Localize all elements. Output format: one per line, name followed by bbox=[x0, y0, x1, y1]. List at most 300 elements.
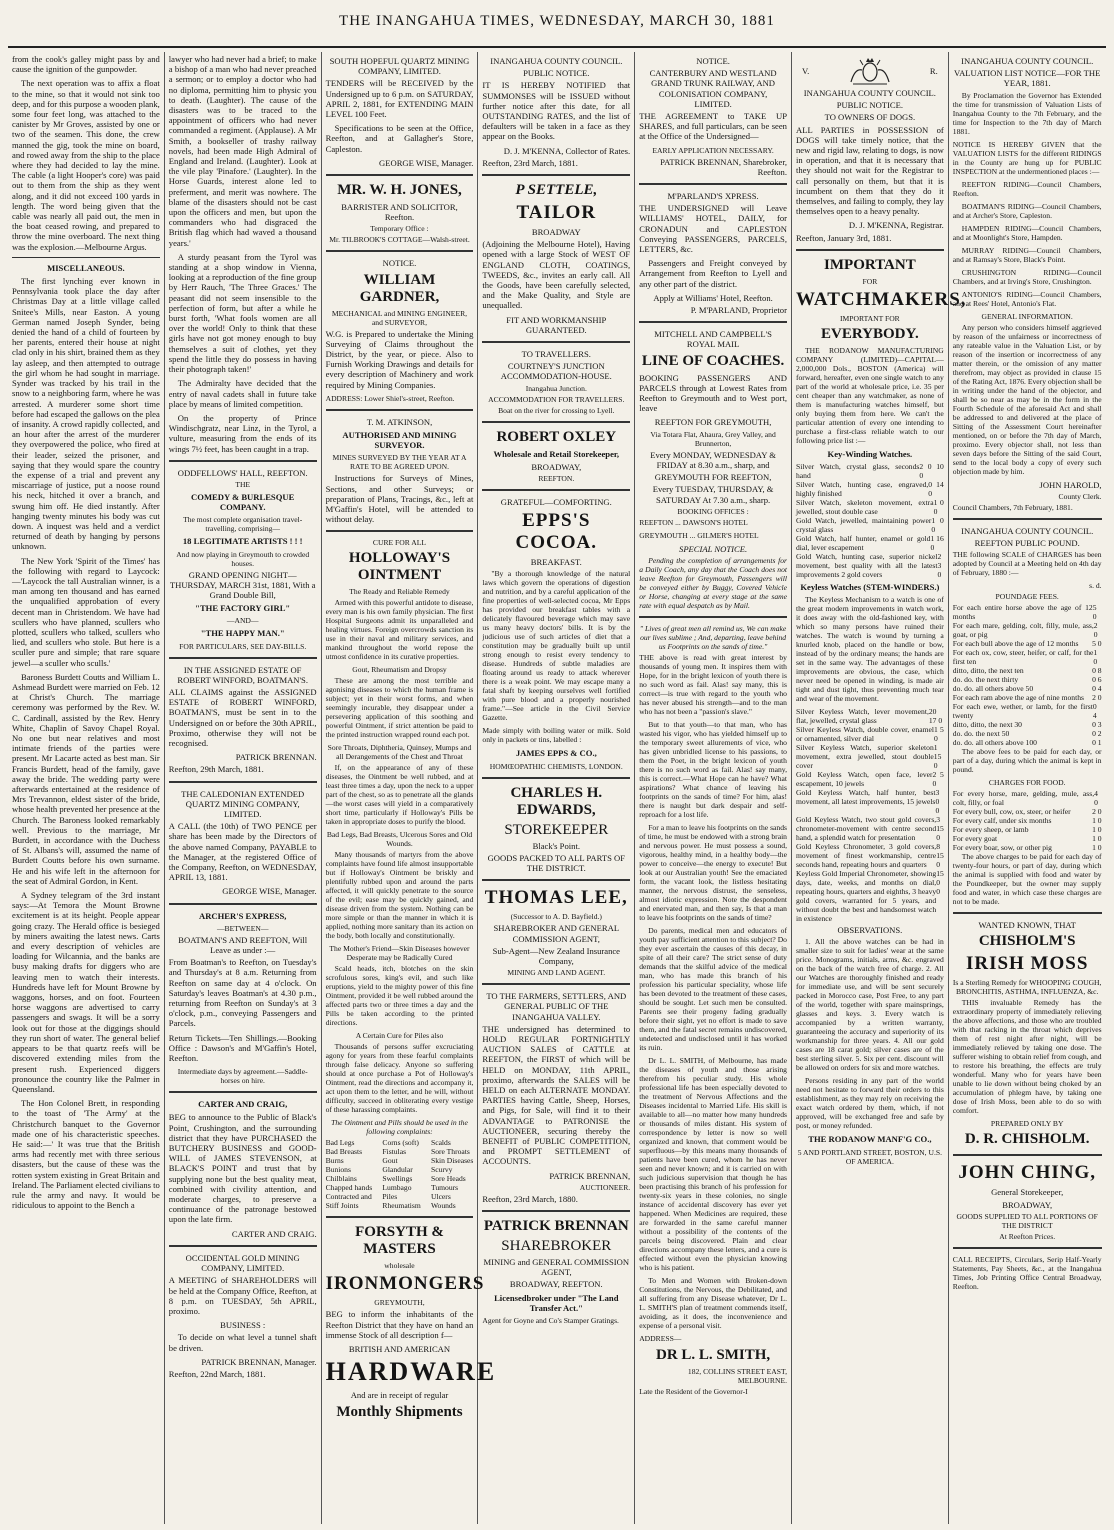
ad-heading: Keyless Watches (STEM-WINDERS.) bbox=[800, 582, 940, 593]
fee-value: 0 2 bbox=[1092, 729, 1102, 739]
ad-heading: D. R. CHISHOLM. bbox=[964, 1131, 1090, 1148]
price-value: 1 5 0 bbox=[933, 725, 944, 744]
ad-heading: T. M. ATKINSON, bbox=[366, 416, 433, 427]
ad-text: The Keyless Mechanism to a watch is one of the great modern improvements in watch work, it does away with the old-fashioned key, with which so many persons have ruined their watches. The watch is wound by turning a knurled knob, placed on the handle or bow, instead of by the ordinary means; the hands are set in the same way. The advantages of these improvements are obvious, the case, which never need be opened in winding, is made air tight and dust tight, thus preventing much tear and wear of the movement. bbox=[795, 595, 944, 704]
ad-heading: TO OWNERS OF DOGS. bbox=[824, 112, 916, 123]
ad-heading: PUBLIC NOTICE. bbox=[836, 100, 904, 111]
riding-item: CRUSHINGTON RIDING—Council Chambers, and at Irving's Store, Crushington. bbox=[952, 267, 1102, 286]
ad-heading: Monthly Shipments bbox=[336, 1403, 463, 1420]
ad-heading: M'PARLAND'S XPRESS. bbox=[667, 191, 759, 202]
ad-text: To decide on what level a tunnel shaft be driven. bbox=[168, 1332, 317, 1353]
ad-heading: WATCHMAKERS, bbox=[795, 288, 967, 310]
column-4 bbox=[478, 52, 635, 1524]
ad-signature: PATRICK BRENNAN, Manager. bbox=[201, 1356, 317, 1367]
key-winding-price-list bbox=[796, 462, 944, 579]
ad-heading: FORSYTH & MASTERS bbox=[355, 1224, 444, 1258]
ad-subheading: CHARGES FOR FOOD. bbox=[988, 778, 1066, 788]
ad-text: REEFTON ... DAWSON'S HOTEL bbox=[639, 517, 748, 527]
ad-text: Agent for Goyne and Co's Stamper Gratings. bbox=[482, 1315, 619, 1325]
ad-text: County Clerk. bbox=[1058, 491, 1102, 501]
price-row bbox=[796, 725, 944, 743]
price-value: 20 17 0 bbox=[928, 707, 943, 726]
complaint: Chilblains bbox=[325, 1174, 357, 1184]
fee-value: 0 4 bbox=[1092, 702, 1097, 721]
ad-text: CURE FOR ALL bbox=[372, 538, 427, 548]
ad-text: Return Tickets—Ten Shillings.—Booking Office : Dawson's and M'Gaffin's Hotel, Reefton. bbox=[168, 1032, 317, 1064]
price-value: 3 0 0 bbox=[935, 788, 940, 816]
price-value: 0 14 0 bbox=[928, 480, 944, 499]
ad-subheading: POUNDAGE FEES. bbox=[995, 592, 1059, 602]
divider bbox=[482, 489, 630, 491]
fee-item: For each entire horse above the age of 12 months bbox=[952, 603, 1093, 622]
price-row bbox=[796, 869, 944, 923]
price-item: Gold Keyless Chronometer, 3 gold covers, movement of finest workmanship, centre seconds hand, repeating hours and quarters bbox=[795, 842, 937, 870]
fee-item: For every sheep, or lamb bbox=[952, 825, 1029, 835]
ad-subheading: Sore Throats, Diphtheria, Quinsey, Mumps and all Derangements of the Chest and Throat bbox=[327, 743, 472, 762]
column-5 bbox=[635, 52, 792, 1524]
price-item: Gold Keyless Watch, open face, lever escapement, 10 jewels bbox=[795, 770, 933, 789]
divider bbox=[482, 777, 630, 779]
ad-text: For a man to leave his footprints on the sands of time, he must be endowed with a strong brain and nervous power. He must possess a sound, vigorous, healthy mind, in a healthy body—the power to conceive—the energy to execute! But look at our Australian youth! See the emaciated form, the vacant look, the listless hesitating manner, the nervous distrust, the senseless, almost idiotic expression. Note the despondent and enervated man, and then say, Is that a man to leave his footprints on the sands of time? bbox=[639, 822, 787, 922]
divider bbox=[482, 879, 630, 881]
ad-text: And are in receipt of regular bbox=[350, 1390, 449, 1401]
ad-text: The Ready and Reliable Remedy bbox=[349, 587, 450, 597]
ad-text: Made simply with boiling water or milk. Sold only in packets or tins, labelled : bbox=[482, 726, 631, 745]
ad-heading: WANTED KNOWN, THAT bbox=[978, 920, 1076, 931]
fee-value: 1 0 bbox=[1093, 648, 1098, 667]
ad-text: GREYMOUTH FOR REEFTON, bbox=[654, 472, 772, 483]
ad-text: (Adjoining the Melbourne Hotel), Having opened with a large Stock of WEST OF ENGLAND CLOTH, COATINGS, TWEEDS, &c., invites an early call. All the Goods, have been carefully selected, and the Make Quality, and Style are unequalled. bbox=[482, 239, 631, 311]
ad-text: Thousands of persons suffer excruciating agony for years from these fearful complaints through false delicacy. Anyone so suffering should at once purchase a Pot of Holloway's Ointment, read the directions and accompany it, act upon them to the letter, and he will, without difficulty, succeed in obliterating every vestige of these harassing complaints. bbox=[325, 1042, 474, 1115]
article-text: Baroness Burdett Coutts and William L. Ashmead Burdett were married on Feb. 12 at Christ's Church. The marriage ceremony was performed by the Rev. W. C. Cardinall, assisted by the Rev. Henry White, Chaplin of Savoy Chapel Royal. No one but near relatives and most intimate friends of the parties were present. Mr Lacarte acted as best man. Sir Francis Burdett, head of the family, gave away the bride. The wedding party were afterwards entertained at the residence of Mrs Trevannon, eldest sister of the bride, whose health prevented her presence at the Church. The Baroness looked remarkably well. Previous to the marriage, Mr Burdett, in accordance with the Duchess of St. Albans's will, assumed the name of Burdett Coutts before his own surname. He and his wife left in the afternoon for the seat of Admiral Gordon, in Kent. bbox=[12, 671, 160, 886]
divider bbox=[169, 657, 317, 659]
complaint: Ulcers bbox=[430, 1192, 451, 1202]
ad-text: GRATEFUL—COMFORTING. bbox=[500, 497, 612, 508]
price-row bbox=[796, 842, 944, 869]
price-row bbox=[796, 788, 944, 815]
price-row bbox=[796, 516, 944, 534]
ad-heading: NOTICE. bbox=[382, 258, 417, 269]
fee-item: For every goat bbox=[952, 834, 998, 844]
ad-date: Reefton, January 3rd, 1881. bbox=[795, 232, 892, 243]
complaints-col bbox=[326, 1138, 373, 1210]
ad-heading: ODDFELLOWS' HALL, REEFTON. bbox=[177, 467, 308, 478]
divider bbox=[326, 250, 474, 252]
price-row bbox=[796, 498, 944, 516]
fee-item: do. do. all others above 50 bbox=[952, 684, 1034, 694]
keyless-price-list bbox=[796, 707, 944, 923]
price-value: 1 15 0 bbox=[933, 743, 942, 771]
fee-row bbox=[953, 621, 1102, 639]
ad-text: HOMŒOPATHIC CHEMISTS, LONDON. bbox=[489, 761, 623, 771]
fee-item: For each ox, cow, steer, heifer, or calf, for the first ten bbox=[952, 648, 1094, 667]
ad-text: MINES SURVEYED BY THE YEAR AT A RATE TO BE AGREED UPON. bbox=[332, 453, 467, 472]
ad-heading: COURTNEY'S JUNCTION ACCOMMODATION-HOUSE. bbox=[500, 361, 612, 382]
complaint: Tumours bbox=[430, 1183, 459, 1193]
article-text: On the property of Prince Windischgratz, near Linz, in the Tyrol, a vulture, measuring from the ends of its wings 7½ feet, has been caught in a trap. bbox=[168, 412, 317, 454]
ad-text: THE UNDERSIGNED will Leave WILLIAMS' HOTEL, DAILY, for CRONADUN and CAPLESTON Conveying PASSENGERS, PARCELS, LETTERS, &c. bbox=[639, 203, 787, 255]
ad-text: (Successor to A. D. Bayfield.) bbox=[510, 912, 602, 922]
ad-text: —BETWEEN— bbox=[216, 923, 269, 933]
fee-row bbox=[953, 825, 1102, 834]
ad-signature: GEORGE WISE, Manager. bbox=[222, 886, 317, 897]
ad-text: IMPORTANT FOR bbox=[839, 313, 900, 323]
fee-item: For every calf, under six months bbox=[952, 816, 1052, 826]
price-value: 3 15 0 bbox=[936, 815, 944, 843]
complaints-table bbox=[326, 1138, 474, 1210]
ad-text: Inangahua Junction. bbox=[525, 383, 587, 393]
price-item: Silver Watch, skeleton movement, extra jewelled, stout double case bbox=[795, 498, 934, 517]
fee-item: ditto, ditto, the next ten bbox=[952, 666, 1024, 676]
ad-text: These are among the most terrible and agonising diseases to which the human frame is subject; yet in their worst forms, and when seemingly incurable, they disappear under a persevering application of this soothing and powerful Ointment, if strict attention be paid to the printed instruction wrapped round each pot. bbox=[325, 676, 474, 740]
ad-heading: WILLIAM GARDNER, bbox=[359, 271, 440, 305]
price-row bbox=[796, 815, 944, 842]
fee-value: 1 0 bbox=[1092, 825, 1102, 835]
fee-row bbox=[953, 807, 1102, 816]
ad-heading: IRONMONGERS bbox=[325, 1273, 485, 1295]
royal-coat-of-arms-icon bbox=[847, 56, 893, 86]
ad-text: IT IS HEREBY NOTIFIED that SUMMONSES will be ISSUED without further notice after this date, for all OUTSTANDING RATES, and the list of defaulters will be taken in a face as they appear on the Books. bbox=[482, 80, 631, 142]
ad-text: Via Totara Flat, Ahaura, Grey Valley, and Brunnerton, bbox=[650, 429, 776, 448]
divider bbox=[953, 1154, 1102, 1156]
ad-heading: EPPS'S COCOA. bbox=[515, 510, 598, 554]
ad-text: FOR bbox=[862, 276, 878, 286]
fee-row bbox=[953, 648, 1102, 666]
ad-text: The Ointment and Pills should be used in the following complaints: bbox=[331, 1118, 468, 1137]
fee-value: 4 0 bbox=[1094, 789, 1098, 808]
price-row bbox=[796, 480, 944, 498]
divider bbox=[12, 257, 160, 258]
fee-row bbox=[953, 684, 1102, 693]
ad-text: GOODS PACKED TO ALL PARTS OF THE DISTRICT. bbox=[487, 852, 625, 874]
ad-text: BOOKING PASSENGERS AND PARCELS through at Lowest Rates from Reefton to Greymouth and to West port, leave bbox=[639, 372, 787, 414]
ad-heading: INANGAHUA COUNTY COUNCIL. bbox=[490, 56, 623, 66]
ad-heading: OCCIDENTAL GOLD MINING COMPANY, LIMITED. bbox=[185, 1252, 300, 1274]
ad-heading: AUTHORISED AND MINING SURVEYOR. bbox=[342, 430, 457, 451]
ad-heading: 18 LEGITIMATE ARTISTS ! ! ! bbox=[182, 536, 303, 547]
ad-text: A MEETING of SHAREHOLDERS will be held at the Company Office, Reefton, at 8 p.m. on TUESDAY, 5th APRIL, proximo. bbox=[168, 1275, 317, 1316]
ad-heading: DR L. L. SMITH, bbox=[655, 1346, 771, 1363]
fee-value: 0 6 bbox=[1092, 675, 1102, 685]
ad-heading: ARCHER'S EXPRESS, bbox=[199, 910, 287, 921]
divider bbox=[953, 912, 1102, 914]
complaint: Contracted and bbox=[325, 1192, 372, 1202]
fee-row bbox=[953, 834, 1102, 843]
column-6 bbox=[792, 52, 967, 1524]
article-text: The first lynching ever known in Pennsylvania took place the day after Christmas Day at a little village called Snitee's Mills, near Easton. A young German named Joseph Synder, being denied the hand of a child of fourteen by her parents, entered their house at night clad only in his shirt, brained them as they lay asleep, and then attempted to outrage the girl whom he had sought in marriage. Synder was tracked by his trail in the snow to a neighboring farm, where he was arrested. A murderer some short time before had escaped the gallows on the plea of insanity. A crowd rapidly collected, and an hour after the arrest of the murderer they overpowered the police, who fired at their leader, seized the prisoner, and saying that they would spare the country the expense of a trial and prevent any miscarriage of justice, put a noose round his neck, hitched it over a branch, and swung him off. He died instantly. After hanging twenty minutes his body was cut down. A inquest was held and a verdict returned of death by hanging by persons unknown. bbox=[12, 276, 160, 552]
ad-heading: TO THE FARMERS, SETTLERS, AND GENERAL PUBLIC OF THE INANGAHUA VALLEY. bbox=[486, 991, 627, 1022]
fee-value: 0 3 bbox=[1092, 720, 1102, 730]
ad-text: Mr. TILBROOK'S COTTAGE—Walsh-street. bbox=[329, 235, 470, 245]
ad-text: Intermediate days by agreement.—Saddle-horses on hire. bbox=[177, 1067, 308, 1086]
complaints-col bbox=[382, 1138, 420, 1210]
fee-item: For every bull, cow, ox, steer, or heifer bbox=[952, 807, 1071, 817]
ad-text: The most complete organisation travel-travelling, comprising— bbox=[183, 515, 303, 534]
ad-text: The above fees to be paid for each day, or part of a day, during which the animal is kept in pound. bbox=[952, 747, 1102, 775]
fee-item: For each ewe, wether, or lamb, for the first twenty bbox=[952, 702, 1093, 721]
column-3 bbox=[322, 52, 497, 1524]
divider bbox=[169, 1091, 317, 1093]
ad-text: General Storekeeper, bbox=[991, 1187, 1064, 1198]
riding-item: BOATMAN'S RIDING—Council Chambers, and at Archer's Store, Capleston. bbox=[952, 201, 1102, 220]
price-item: Gold Keyless Watch, half hunter, best movement, all latest improvements, 15 jewels bbox=[795, 788, 936, 807]
ad-text: GREYMOUTH, bbox=[374, 1298, 425, 1308]
ad-text: Many thousands of martyrs from the above complaints have found life almost insupportable but if Holloway's Ointment be briskly and plentifully rubbed upon and around the parts affected, it will quickly penetrate to the source of the evil; ease may be quickly gained, and disease driven from the system. Nothing can be more simple or than the manner in which it is applied, nothing more sanitary than its action on the body, both locally and constitutionally. bbox=[325, 850, 474, 941]
article-text: A sturdy peasant from the Tyrol was standing at a shop window in Vienna, looking at a reproduction of the fine group by Herr Rauch, 'The Three Graces.' The peasant did not seem insensible to the perfection of form, but after a while he burst forth, 'What fools women are all over the world! Only to think that these girls have not got money enough to buy themselves a suit of clothes, yet they spend the little they do possess in having their photograph taken!' bbox=[168, 251, 317, 375]
ad-heading: CANTERBURY AND WESTLAND GRAND TRUNK RAILWAY, AND COLONISATION COMPANY, LIMITED. bbox=[649, 68, 777, 109]
divider bbox=[482, 421, 630, 423]
ad-text: BEG to inform the inhabitants of the Reefton District that they have on hand an immense Stock of all description f— bbox=[325, 1309, 474, 1340]
ad-signature: GEORGE WISE, Manager. bbox=[379, 157, 474, 168]
ad-text: ACCOMMODATION FOR TRAVELLERS. bbox=[488, 394, 625, 404]
ad-text: Sub-Agent—New Zealand Insurance Company, bbox=[492, 945, 620, 966]
ad-text: Late the Resident of the Governor-I bbox=[639, 1386, 748, 1396]
divider bbox=[796, 249, 944, 251]
ad-heading: THE CALEDONIAN EXTENDED QUARTZ MINING COMPANY, LIMITED. bbox=[181, 788, 305, 819]
ad-heading: SPECIAL NOTICE. bbox=[679, 543, 748, 554]
ad-text: —AND— bbox=[226, 616, 259, 626]
crest-letter-v: V. bbox=[801, 65, 810, 76]
complaint: Chapped hands bbox=[325, 1183, 373, 1193]
ad-text: If, on the appearance of any of these diseases, the Ointment be well rubbed, and at least three times a day, upon the neck to a upper part of the chest, so as to penetrate all the glands—the worst cases will yield in a comparatively short time, particularly if Holloway's Pills be taken in appropriate doses to purify the blood. bbox=[325, 763, 474, 827]
divider bbox=[326, 409, 474, 411]
ad-heading: Wholesale and Retail Storekeeper, bbox=[493, 448, 620, 459]
complaint: Skin Diseases bbox=[430, 1156, 474, 1166]
article-text: lawyer who had never had a brief; to make a bishop of a man who had never preached a sermon; or to employ a doctor who had no diploma, permitting him to physic you to death. (Laughter). The cause of the disasters was to be traced to the appointment of officers who had never commanded a regiment. (Applause). A Mr Smith, a bookseller of trashy railway novels, had been made High Admiral of England and Ireland. (Laughter). Look at the vile play 'Pinafore.' (Laughter). In the Horse Guards, interest alone led to preferment, and merit was nowhere. The blame of the disasters should not be cast upon the officers and men, but upon the commanders who had disgraced the British flag which had waved a thousand years.' bbox=[168, 54, 317, 248]
ad-heading: CHISHOLM'S bbox=[978, 933, 1076, 950]
ad-heading: TAILOR bbox=[516, 202, 597, 224]
ad-heading: LINE OF COACHES. bbox=[641, 352, 785, 369]
ad-signature: P. M'PARLAND, Proprietor bbox=[690, 305, 787, 316]
ad-date: Council Chambers, 7th February, 1881. bbox=[952, 502, 1073, 512]
fee-item: For each mare, gelding, colt, filly, mule, ass, goat, or pig bbox=[952, 621, 1094, 640]
ad-heading: INANGAHUA COUNTY COUNCIL. bbox=[961, 525, 1094, 536]
ad-heading: REEFTON PUBLIC POUND. bbox=[974, 538, 1080, 549]
price-value: 1 0 0 bbox=[931, 516, 944, 535]
ad-heading: JAMES EPPS & CO., bbox=[515, 748, 597, 759]
column-1 bbox=[8, 52, 165, 1524]
price-value: 8 15 0 bbox=[936, 842, 944, 870]
riding-item: HAMPDEN RIDING—Council Chambers, and at Moonlight's Store, Hampden. bbox=[952, 223, 1102, 242]
ad-text: From Boatman's to Reefton, on Tuesday's and Thursday's at 8 a.m. Returning from Reefton on same day at 4 o'clock. On Saturday's leaves Boatman's at 4.30 p.m., returning from Reefton on Sunday's at 3 o'clock, p.m., conveying Passengers and Parcels. bbox=[168, 957, 317, 1029]
ad-text: " Lives of great men all remind us, We can make our lives sublime ; And, departing, leave behind us Footprints on the sands of time." bbox=[639, 623, 787, 651]
fee-value: 0 8 bbox=[1092, 666, 1102, 676]
columns bbox=[8, 52, 1106, 1524]
crest-letter-r: R. bbox=[929, 65, 938, 76]
article-text: from the cook's galley might pass by and cause the ignition of the gunpowder. bbox=[12, 54, 160, 75]
fee-row bbox=[953, 789, 1102, 807]
ad-heading: IN THE ASSIGNED ESTATE OF ROBERT WINFORD, BOATMAN'S. bbox=[177, 664, 308, 685]
ad-text: Pending the completion of arrangements for a Daily Coach, any day that the Coach does not leave Reefton for Greymouth, Passengers will be conveyed either by Buggy, Covered Vehicle or Horse, changing at every stage at the same rate with equal despatch as by Mail. bbox=[639, 555, 787, 610]
divider bbox=[169, 460, 317, 462]
ad-heading: NOTICE. bbox=[696, 56, 730, 66]
ad-text: ADDRESS— bbox=[639, 1333, 682, 1343]
ad-text: GREYMOUTH ... GILMER'S HOTEL bbox=[639, 530, 759, 540]
divider bbox=[953, 1247, 1102, 1249]
column-7 bbox=[949, 52, 1106, 1524]
royal-crest bbox=[802, 56, 938, 86]
ad-signature: PATRICK BRENNAN. bbox=[235, 752, 317, 763]
masthead: THE INANGAHUA TIMES, WEDNESDAY, MARCH 30, 1881 bbox=[339, 13, 775, 29]
ad-text: "By a thorough knowledge of the natural laws which govern the operations of digestion and nutrition, and by a careful application of the fine properties of well-selected cocoa, Mr Epps has provided our breakfast tables with a delicately flavoured beverage which may save us many heavy doctors' bills. It is by the judicious use of such articles of diet that a constitution may be gradually built up until strong enough to resist every tendency to disease. Hundreds of subtle maladies are floating around us ready to attack wherever there is a weak point. We may escape many a fatal shaft by keeping ourselves well fortified with pure blood and a properly nourished frame."—See article in the Civil Service Gazette. bbox=[482, 569, 631, 723]
ad-heading: PUBLIC NOTICE. bbox=[523, 68, 590, 79]
divider bbox=[326, 530, 474, 532]
ad-text: Instructions for Surveys of Mines, Sections, and other Surveys; or preparation of Plans, Tracings, &c., left at M'Gaffin's Hotel, will be attended to without delay. bbox=[325, 473, 474, 525]
divider bbox=[169, 781, 317, 783]
ad-heading: ROBERT OXLEY bbox=[496, 428, 617, 445]
fee-item: For every boar, sow, or other pig bbox=[952, 843, 1052, 853]
ad-text: Any person who considers himself aggrieved by reason of the unfairness or incorrectness of any rateable value in the Valuation List, or by reason of the insertion or incorrectness of any matter therein, or the omission of any matter therefrom, may object as provided in clause 15 of the Rating Act, 1876. Every objection shall be in writing under the hand of the objector, and shall be so near as may be in the form in the Fourth Schedule of the aforesaid Act and shall be addressed to and delivered at the place of Sitting of the Assessment Court hereinafter mentioned, on or before the 7th day of March, proximo. Every objector shall, not less than seven days before the Sitting of the said Court, send to the local body a copy of every such objection made by him. bbox=[952, 322, 1102, 476]
ad-subheading: Bad Legs, Bad Breasts, Ulcerous Sores and Old Wounds. bbox=[326, 830, 473, 849]
price-item: Silver Keyless Watch, lever movement, flat, jewelled, crystal glass bbox=[795, 707, 929, 726]
ad-text: THE bbox=[235, 479, 251, 489]
masthead-rule bbox=[8, 46, 1106, 48]
fee-value: 2 0 bbox=[1092, 807, 1102, 817]
ad-subheading: A Certain Cure for Piles also bbox=[355, 1031, 444, 1041]
ad-subheading: GENERAL INFORMATION. bbox=[981, 311, 1073, 321]
ad-text: NOTICE IS HEREBY GIVEN that the VALUATION LISTS for the different RIDINGS in the County are hung up for PUBLIC INSPECTION at the undermentioned places :— bbox=[952, 139, 1102, 176]
ad-text: Apply at Williams' Hotel, Reefton. bbox=[653, 292, 773, 303]
ad-text: BREAKFAST. bbox=[530, 557, 582, 568]
price-item: Gold Keyless Watch, two stout gold covers, chronometer-movement with centre second hand, a splendid watch for presentation bbox=[795, 815, 937, 843]
price-item: Silver Keyless Watch, double cover, enamel or ornamented, silver dial bbox=[795, 725, 934, 744]
fee-row bbox=[953, 603, 1102, 621]
ad-heading: MR. W. H. JONES, bbox=[337, 182, 462, 199]
divider bbox=[169, 1245, 317, 1247]
ad-heading: INANGAHUA COUNTY COUNCIL. bbox=[803, 88, 936, 98]
ad-subheading: Gout, Rheumatism and Dropsy bbox=[352, 665, 447, 675]
fee-value: 2 0 bbox=[1092, 693, 1102, 703]
ad-text: THE AGREEMENT to TAKE UP SHARES, and full particulars, can be seen at the Office of the Undersigned— bbox=[639, 111, 787, 142]
complaint: Rheumatism bbox=[382, 1201, 421, 1211]
divider bbox=[482, 983, 630, 985]
ad-heading: SOUTH HOPEFUL QUARTZ MINING COMPANY, LIMITED. bbox=[329, 56, 470, 77]
ad-date: Reefton, 22nd March, 1881. bbox=[168, 1368, 266, 1379]
ad-text: BOATMAN'S AND REEFTON, Will Leave as under :— bbox=[178, 934, 308, 956]
ad-heading: VALUATION LIST NOTICE—FOR THE YEAR, 1881. bbox=[954, 68, 1101, 89]
ad-signature: CARTER AND CRAIG. bbox=[231, 1228, 317, 1239]
complaint: Scalds bbox=[430, 1138, 451, 1148]
ad-text: 1. All the above watches can be had in smaller size to suit for ladies' wear at the same price. Monograms, initials, arms, &c. engraved on the back of the watch free of charge. 2. All our Watches are thoroughly finished and ready for immediate use, and will be sent securely packed in Morocco case, Post Free, to any part of the world, together with spare mainsprings, glasses and keys. 3. Every watch is accompanied by a written warranty, guaranteeing the accuracy and superiority of its workmanship for three years. 4. All our gold cases are 18 carat gold; silver cases are of the best sterling silver. 5. Six per cent. discount will be allowed on orders for six and more watches. bbox=[795, 937, 944, 1073]
fee-row bbox=[953, 693, 1102, 702]
ad-text: FIT AND WORKMANSHIP GUARANTEED. bbox=[506, 314, 607, 335]
ad-text: 5 AND PORTLAND STREET, BOSTON, U.S. OF AMERICA. bbox=[797, 1147, 942, 1166]
divider bbox=[639, 616, 787, 618]
fee-row bbox=[953, 639, 1102, 648]
ad-signature: THE RODANOW MANF'G CO., bbox=[808, 1134, 932, 1145]
price-value: 2 5 0 bbox=[932, 770, 944, 789]
divider bbox=[169, 903, 317, 905]
divider bbox=[326, 174, 474, 176]
ad-heading: JOHN CHING, bbox=[958, 1162, 1097, 1184]
divider bbox=[482, 174, 630, 176]
ad-text: SHAREBROKER AND GENERAL COMMISSION AGENT, bbox=[493, 923, 620, 944]
ad-text: W.G. is Prepared to undertake the Mining Surveying of Claims throughout the District, by the year, or piece. Also to Furnish Working Drawings and details for every description of Machinery and work required by Mining Companies. bbox=[325, 328, 474, 390]
ad-text: wholesale bbox=[384, 1261, 415, 1271]
ad-text: Armed with this powerful antidote to disease, every man is his own family physician. The first Hospital Surgeons admit its unparalleled and healing virtues. Foreign overcrowds sanction its use in their naval and military services, and mankind throughout the world repose the utmost confidence in its curative properties. bbox=[325, 598, 474, 662]
ad-text: GOODS SUPPLIED TO ALL PORTIONS OF THE DISTRICT bbox=[956, 1211, 1098, 1230]
price-item: Gold Watch, half hunter, enamel or gold dial, lever escapement bbox=[795, 534, 931, 553]
ad-text: THE above is read with great interest by thousands of young men. It inspires them with Hope, for in the bright lexicon of youth there is no such word as fail. Alas! say many, this is correct—is true with regard to the youth who has never abused his strength—and to the man who has not been a "passion's slave." bbox=[639, 652, 787, 716]
fee-item: do. do. all others above 100 bbox=[952, 738, 1037, 748]
complaint: Scurvy bbox=[430, 1165, 453, 1175]
complaint: Piles bbox=[382, 1192, 398, 1202]
fee-value: 2 0 bbox=[1093, 621, 1098, 640]
ad-signature: D. J. M'KENNA, Collector of Rates. bbox=[503, 145, 631, 156]
ad-text: BARRISTER AND SOLICITOR, Reefton. bbox=[341, 202, 458, 223]
ad-text: THIS invaluable Remedy has the extraordinary property of immediately relieving the above affections, and those who are troubled with that racking in the throat which deprives them of rest night after night, will be immediately relieved by taking one dose. The sufferer wishing to obtain relief from cough, and to restore his breathing, the effects are truly wonderful. Many who for years have been unable to lie down without being choked by an accumulation of phlegm have, by taking one dose of Irish Moss, been able to do so with comfort. bbox=[952, 998, 1102, 1116]
fee-item: do. do. the next thirty bbox=[952, 675, 1019, 685]
food-charges-table bbox=[953, 789, 1102, 852]
ad-text: Every TUESDAY, THURSDAY, & SATURDAY At 7.30 a.m., sharp. bbox=[652, 484, 774, 505]
ad-text: 182, COLLINS STREET EAST, MELBOURNE. bbox=[687, 1366, 787, 1385]
column-2 bbox=[165, 52, 322, 1524]
ad-heading: MITCHELL AND CAMPBELL'S ROYAL MAIL bbox=[654, 329, 772, 350]
complaint: Sore Heads bbox=[430, 1174, 466, 1184]
ad-text: ALL CLAIMS against the ASSIGNED ESTATE of ROBERT WINFORD, BOATMAN'S, must be sent in to the Undersigned on or before the 30th APRIL, Proximo, otherwise they will not be recognised. bbox=[168, 686, 317, 748]
ad-text: BROADWAY, REEFTON. bbox=[509, 1279, 603, 1290]
ad-date: Reefton, 29th March, 1881. bbox=[168, 764, 264, 775]
complaint: Bad Legs bbox=[325, 1138, 355, 1148]
ad-heading: PATRICK BRENNAN bbox=[483, 1217, 629, 1234]
complaint: Glandular bbox=[382, 1165, 413, 1175]
ad-heading: Licensedbroker under "The Land Transfer Act." bbox=[494, 1292, 619, 1313]
ad-text: Passengers and Freight conveyed by Arrangement from Reefton to Lyell and any other part of the district. bbox=[639, 258, 787, 289]
fee-value: 5 0 bbox=[1092, 639, 1102, 649]
ad-heading: HARDWARE bbox=[325, 1357, 497, 1387]
price-row bbox=[796, 770, 944, 788]
ad-text: By Proclamation the Governor has Extended the time for transmission of Valuation Lists of Inangahua County to the 7th February, and the time for Inspection to the 7th day of March 1881. bbox=[952, 90, 1102, 136]
price-value: 2 0 10 0 bbox=[919, 462, 944, 481]
ad-heading: HOLLOWAY'S OINTMENT bbox=[348, 550, 451, 584]
ad-heading: "THE HAPPY MAN." bbox=[200, 628, 285, 639]
ad-text: Specifications to be seen at the Office, Reefton, and at Gallagher's Store, Capleston. bbox=[325, 123, 474, 154]
ad-heading: TO TRAVELLERS. bbox=[521, 349, 591, 360]
fee-value: 0 1 bbox=[1092, 738, 1102, 748]
fee-value: 1 0 bbox=[1092, 816, 1102, 826]
poundage-fee-table bbox=[953, 603, 1102, 747]
complaint: Bad Breasts bbox=[325, 1147, 363, 1157]
ad-text: THE undersigned has determined to HOLD REGULAR FORTNIGHTLY AUCTION SALES of CATTLE at REEFTON, the FIRST of which will be HELD on MONDAY, 11th APRIL, proximo, afterwards the SALES will be HELD on each ALTERNATE MONDAY. PARTIES having Cattle, Sheep, Horses, and Pigs, for Sale, will find it to their ADVANTAGE to PATRONISE the AUCTIONEER, securing thereby the BENEFIT of PUBLIC COMPETITION, and PROMPT SETTLEMENT of ACCOUNTS. bbox=[482, 1023, 631, 1167]
ad-text: TENDERS will be RECEIVED by the Undersigned up to 6 p.m. on SATURDAY, APRIL 2, 1881, for EXTENDING MAIN LEVEL 100 Feet. bbox=[325, 78, 474, 120]
ad-text: THE RODANOW MANUFACTURING COMPANY (LIMITED)—CAPITAL—2,000,000 Dols., BOSTON (America) will forward, hereafter, even one single watch to any part of the world at wholesale price, i.e. 35 per cent cheaper than any watchmaker, as none of them is manufacturing watches himself, but only buying them from here. We can't the particular attention of every one intending to purchase a first-class reliable watch to our following price list :— bbox=[795, 345, 944, 445]
ad-heading: OBSERVATIONS. bbox=[837, 925, 903, 936]
fee-row bbox=[953, 675, 1102, 684]
price-value: 1 16 0 bbox=[930, 534, 944, 553]
article-text: The next operation was to affix a float to the mine, so that it would not sink too deep, and for this purpose a wooden plank, some four feet long, was attached to the canister by Mr Groves, assisted by one or two of the seamen. This done, the crew manned the gig, took the mine on board, and rowed away from the ship to the place where they had decided to lay the mine. The cable (a light Hooper's core) was paid out to them from the ship as they went along, and it did not exceed 100 yards in length. The word being given that the cable was nearly all paid out, the men in the boat ceased rowing, and prepared to throw the mine overboard. The next thing was the explosion.—Melbourne Argus. bbox=[12, 78, 160, 252]
ad-text: To Men and Women with Broken-down Constitutions, the Nervous, the Debilitated, and all suffering from any Disease whatever, Dr L. L. SMITH'S plan of treatment commends itself, avoiding, as it does, the inconvenience and expense of a personal visit. bbox=[639, 1275, 787, 1330]
ad-text: Dr L. L. SMITH, of Melbourne, has made the diseases of youth and those arising therefrom his peculiar study. His whole professional life has been especially devoted to the treatment of Nervous Affections and the Diseases incidental to Married Life. His skill is available to all—no matter how many hundreds or thousands of miles distant. His system of correspondence by letter is now so well organized and known, that comment would be superfluous—by this means many thousands of patients have been cured, whom he has never seen and never known; and it is carried on with such judicious supervision that though he has been practising this branch of his profession for twenty-six years in these colonies, no single instance of accidental discovery has ever yet happened. When Medicines are required, these are forwarded in the same careful manner without a possibility of the contents of the parcels being discovered. Plain and clear directions accompany these letters, and a cure is effected without even the physician knowing who is his patient. bbox=[639, 1055, 787, 1272]
divider bbox=[482, 341, 630, 343]
article-text: The New York 'Spirit of the Times' has the following with regard to Laycock:—'Laycock the tall Australian winner, is a man among ten thousand and has earned the unqualified approbation of every decent man in Christendom. We have had scullers who have planned, scullers who plotted, scullers who talked, scullers who lied, and scullers who stole. But here is a sculler pure and simple; that rare square jewel—a sculler who sculls.' bbox=[12, 555, 160, 668]
ad-heading: EVERYBODY. bbox=[821, 325, 919, 342]
ad-text: Temporary Office : bbox=[370, 224, 429, 234]
fee-value: 1 0 bbox=[1092, 834, 1102, 844]
ad-text: Boat on the river for crossing to Lyell. bbox=[498, 405, 615, 415]
complaint: Corns (soft) bbox=[382, 1138, 419, 1148]
ad-text: EARLY APPLICATION NECESSARY. bbox=[652, 145, 774, 155]
ad-text: Do parents, medical men and educators of youth pay sufficient attention to this subject? Do they ever ascertain the causes of this decay, in spite of all their care? The strict sense of duty demands that the skilful advice of the medical man, who has made this branch of his profession his particular speciality, whose life has been devoted to the treatment of these cases, should be sought. Let such men be consulted. Parents see their progeny fading gradually before their sight, yet no effort is made to save them, and the fatal secret remains undiscovered, undetected and undisclosed until it has worked its ruin. bbox=[639, 925, 787, 1052]
divider bbox=[953, 518, 1102, 520]
price-item: Gold Watch, jewelled, maintaining power crystal glass bbox=[795, 516, 932, 535]
ad-signature: PATRICK BRENNAN, bbox=[549, 1170, 631, 1181]
ad-signature: PATRICK BRENNAN, Sharebroker, Reefton. bbox=[660, 156, 787, 177]
ad-text: AUCTIONEER. bbox=[579, 1182, 631, 1192]
section-heading: MISCELLANEOUS. bbox=[47, 262, 125, 273]
ad-text: GRAND OPENING NIGHT— THURSDAY, MARCH 31st, 1881, With a Grand Double Bill, bbox=[169, 569, 316, 600]
divider bbox=[639, 183, 787, 185]
ad-text: CALL RECEIPTS, Circulars, Serip Half-Yearly Statements, Pay Sheets, &c., at the Inangahua Times, Job Printing Office Central Broadway, Reefton. bbox=[952, 1254, 1102, 1291]
